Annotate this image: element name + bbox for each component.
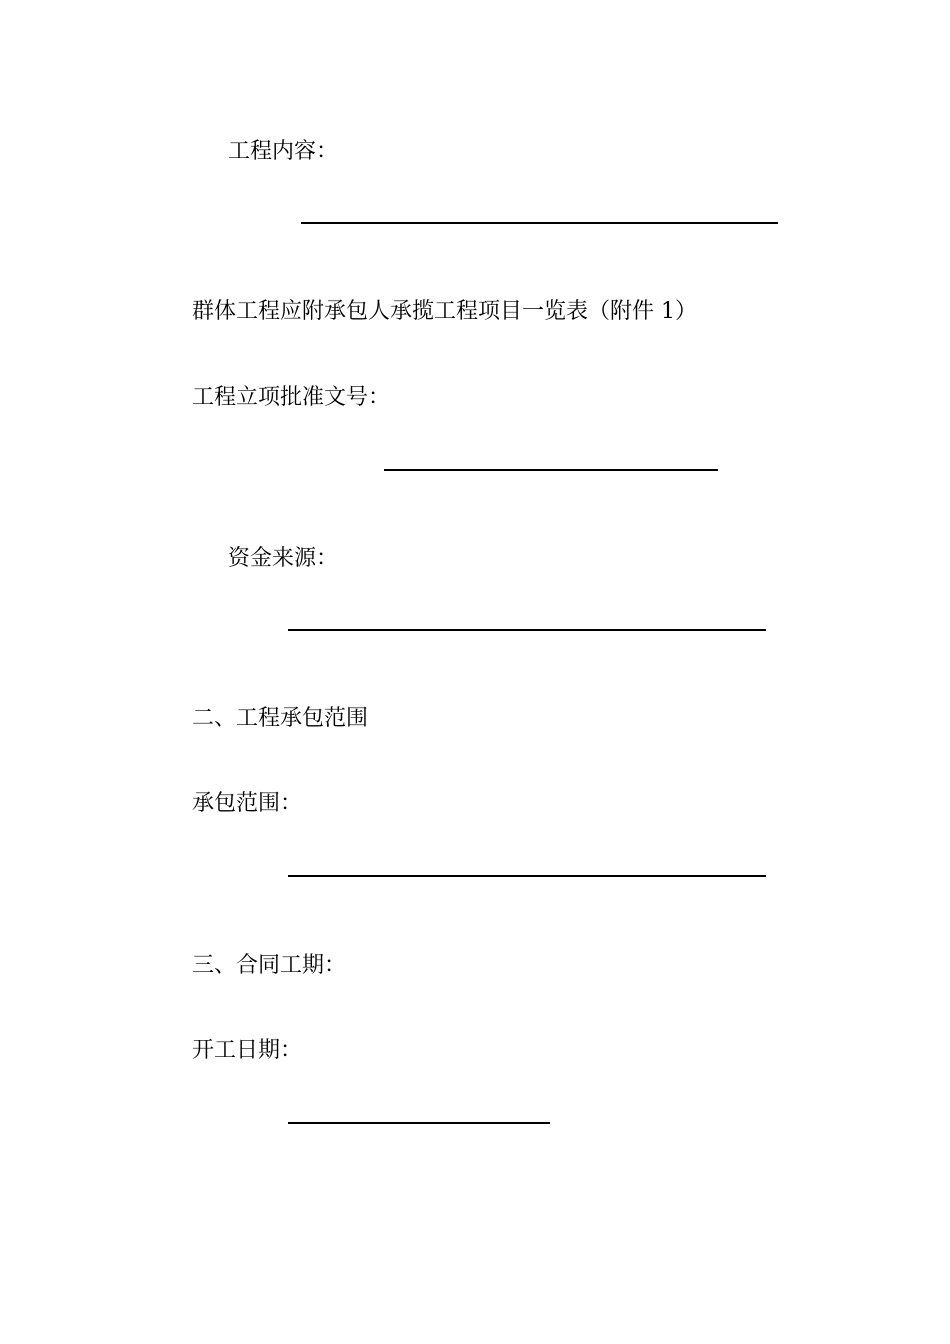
group-project-note: 群体工程应附承包人承揽工程项目一览表（附件 1） [192,299,697,324]
funding-source-label: 资金来源： [228,546,339,571]
section-two-heading: 二、工程承包范围 [192,706,369,731]
project-content-blank [301,222,778,224]
scope-blank [288,875,766,877]
approval-number-label: 工程立项批准文号： [192,385,391,410]
start-date-blank [288,1122,550,1124]
funding-source-blank [288,629,766,631]
section-three-heading: 三、合同工期： [192,953,347,978]
project-content-label: 工程内容： [228,139,339,164]
approval-number-blank [384,469,718,471]
scope-label: 承包范围： [192,791,303,816]
start-date-label: 开工日期： [192,1038,303,1063]
